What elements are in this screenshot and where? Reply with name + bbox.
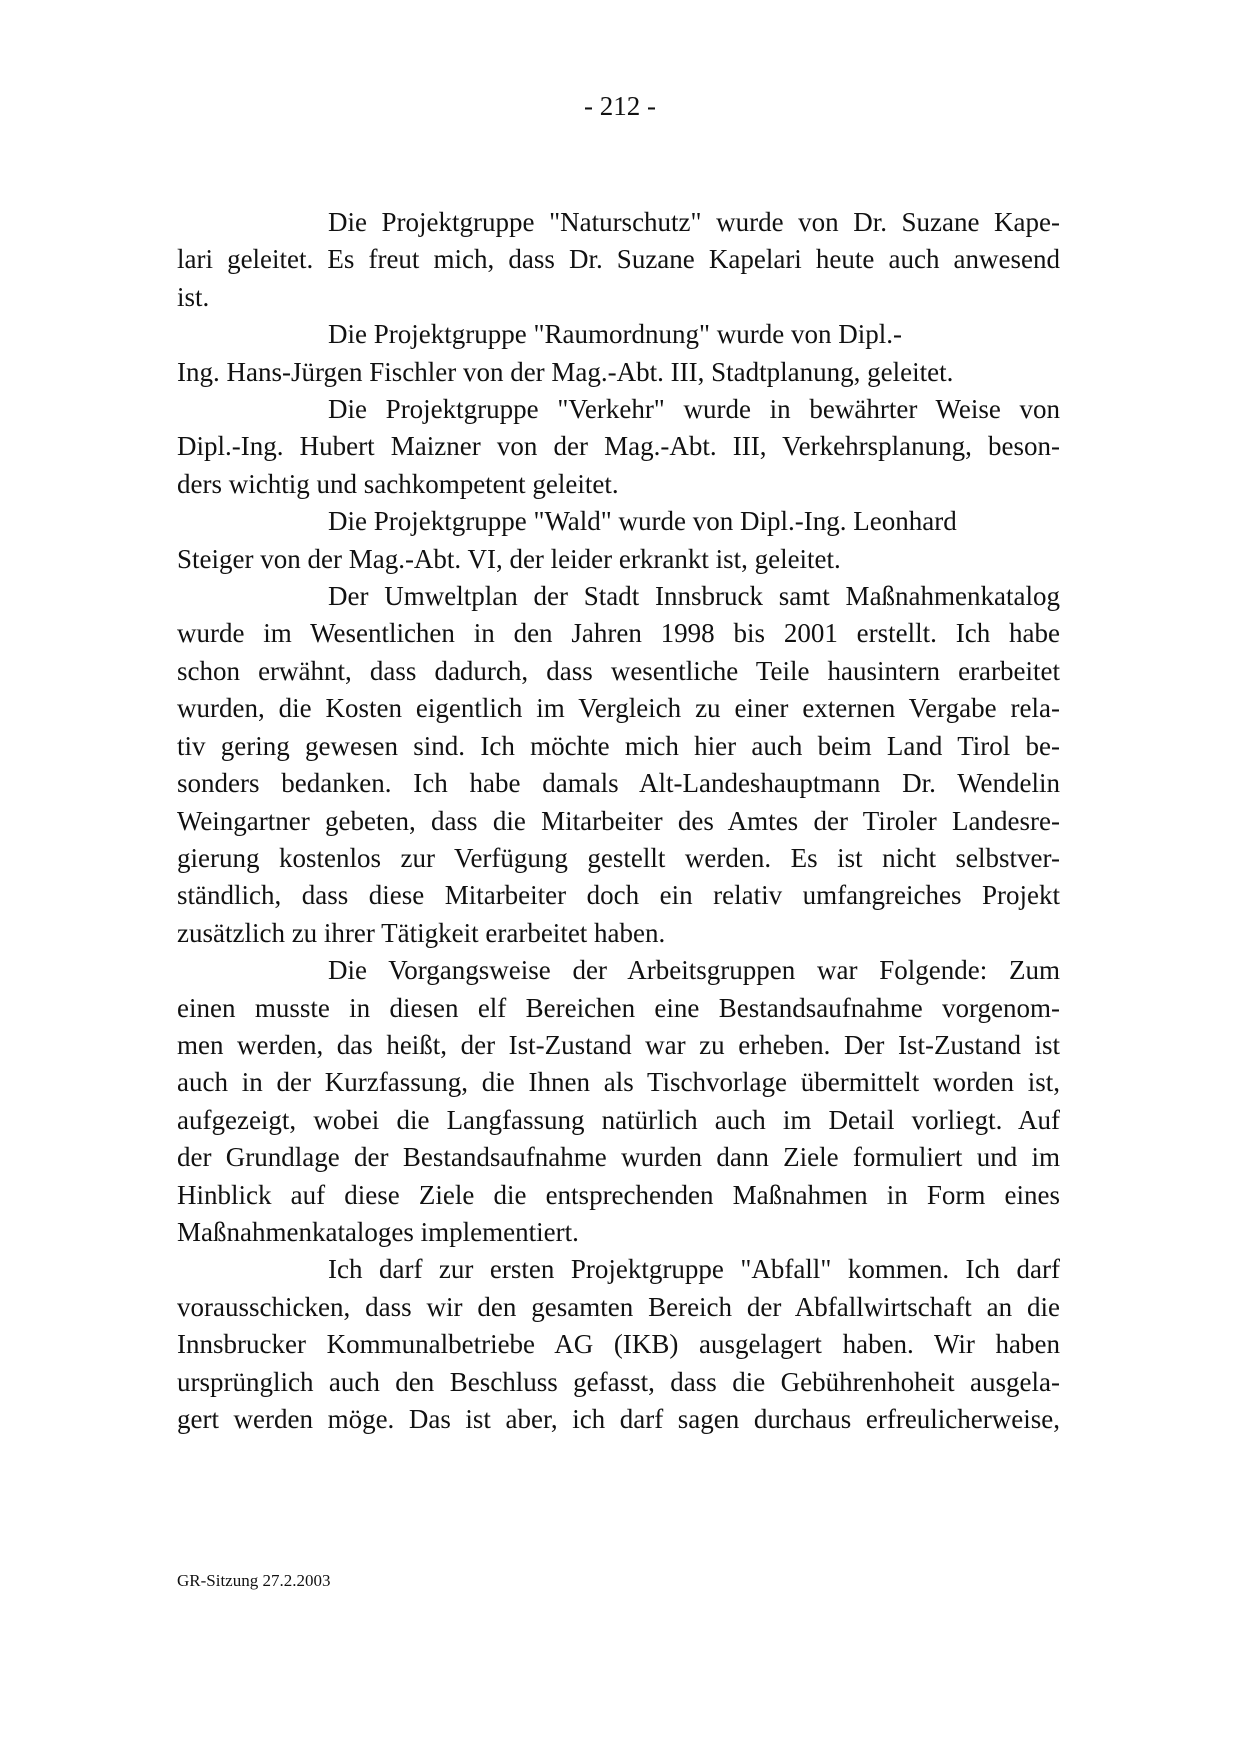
text-line: zusätzlich zu ihrer Tätigkeit erarbeitet haben.: [177, 917, 666, 948]
text-line: vorausschicken, dass wir den gesamten Bereich der Abfallwirtschaft an die: [177, 1291, 1060, 1322]
text-line: Maßnahmenkataloges implementiert.: [177, 1216, 579, 1247]
text-line: Ich darf zur ersten Projektgruppe "Abfall" kommen. Ich darf: [328, 1254, 1060, 1285]
text-line: wurde im Wesentlichen in den Jahren 1998 bis 2001 erstellt. Ich habe: [177, 618, 1060, 649]
text-line: Die Projektgruppe "Verkehr" wurde in bewährter Weise von: [328, 394, 1060, 425]
text-line: auch in der Kurzfassung, die Ihnen als Tischvorlage übermittelt worden ist,: [177, 1067, 1060, 1098]
text-line: Innsbrucker Kommunalbetriebe AG (IKB) ausgelagert haben. Wir haben: [177, 1329, 1060, 1360]
text-line: der Grundlage der Bestandsaufnahme wurden dann Ziele formuliert und im: [177, 1142, 1060, 1173]
text-line: Die Projektgruppe "Raumordnung" wurde von Dipl.-: [328, 319, 902, 350]
text-line: ist.: [177, 281, 210, 312]
text-line: men werden, das heißt, der Ist-Zustand war zu erheben. Der Ist-Zustand ist: [177, 1029, 1060, 1060]
text-line: gierung kostenlos zur Verfügung gestellt werden. Es ist nicht selbstver-: [177, 842, 1060, 873]
footer-session-date: GR-Sitzung 27.2.2003: [177, 1571, 331, 1590]
text-line: wurden, die Kosten eigentlich im Vergleich zu einer externen Vergabe rela-: [177, 693, 1060, 724]
text-line: gert werden möge. Das ist aber, ich darf sagen durchaus erfreulicherweise,: [177, 1404, 1060, 1434]
text-line: Dipl.-Ing. Hubert Maizner von der Mag.-Abt. III, Verkehrsplanung, beson-: [177, 431, 1060, 462]
text-line: aufgezeigt, wobei die Langfassung natürlich auch im Detail vorliegt. Auf: [177, 1104, 1060, 1135]
text-line: Der Umweltplan der Stadt Innsbruck samt Maßnahmenkatalog: [328, 581, 1060, 612]
text-line: Die Projektgruppe "Naturschutz" wurde von Dr. Suzane Kape-: [328, 207, 1060, 237]
text-line: Hinblick auf diese Ziele die entsprechenden Maßnahmen in Form eines: [177, 1179, 1060, 1210]
text-line: Weingartner gebeten, dass die Mitarbeiter des Amtes der Tiroler Landesre-: [177, 805, 1060, 836]
text-line: Die Projektgruppe "Wald" wurde von Dipl.-Ing. Leonhard: [328, 506, 957, 537]
text-line: sonders bedanken. Ich habe damals Alt-Landeshauptmann Dr. Wendelin: [177, 768, 1060, 799]
body-text: [177, 204, 1060, 1438]
text-line: lari geleitet. Es freut mich, dass Dr. Suzane Kapelari heute auch anwesend: [177, 244, 1060, 275]
text-line: einen musste in diesen elf Bereichen eine Bestandsaufnahme vorgenom-: [177, 992, 1060, 1023]
text-line: ursprünglich auch den Beschluss gefasst, dass die Gebührenhoheit ausgela-: [177, 1366, 1060, 1397]
text-line: schon erwähnt, dass dadurch, dass wesentliche Teile hausintern erarbeitet: [177, 655, 1060, 686]
text-line: ständlich, dass diese Mitarbeiter doch ein relativ umfangreiches Projekt: [177, 880, 1060, 911]
text-line: tiv gering gewesen sind. Ich möchte mich hier auch beim Land Tirol be-: [177, 730, 1060, 761]
text-line: ders wichtig und sachkompetent geleitet.: [177, 468, 619, 499]
text-line: Steiger von der Mag.-Abt. VI, der leider erkrankt ist, geleitet.: [177, 543, 841, 574]
page-number: - 212 -: [584, 91, 656, 121]
text-line: Die Vorgangsweise der Arbeitsgruppen war Folgende: Zum: [328, 955, 1060, 986]
text-line: Ing. Hans-Jürgen Fischler von der Mag.-Abt. III, Stadtplanung, geleitet.: [177, 356, 954, 387]
